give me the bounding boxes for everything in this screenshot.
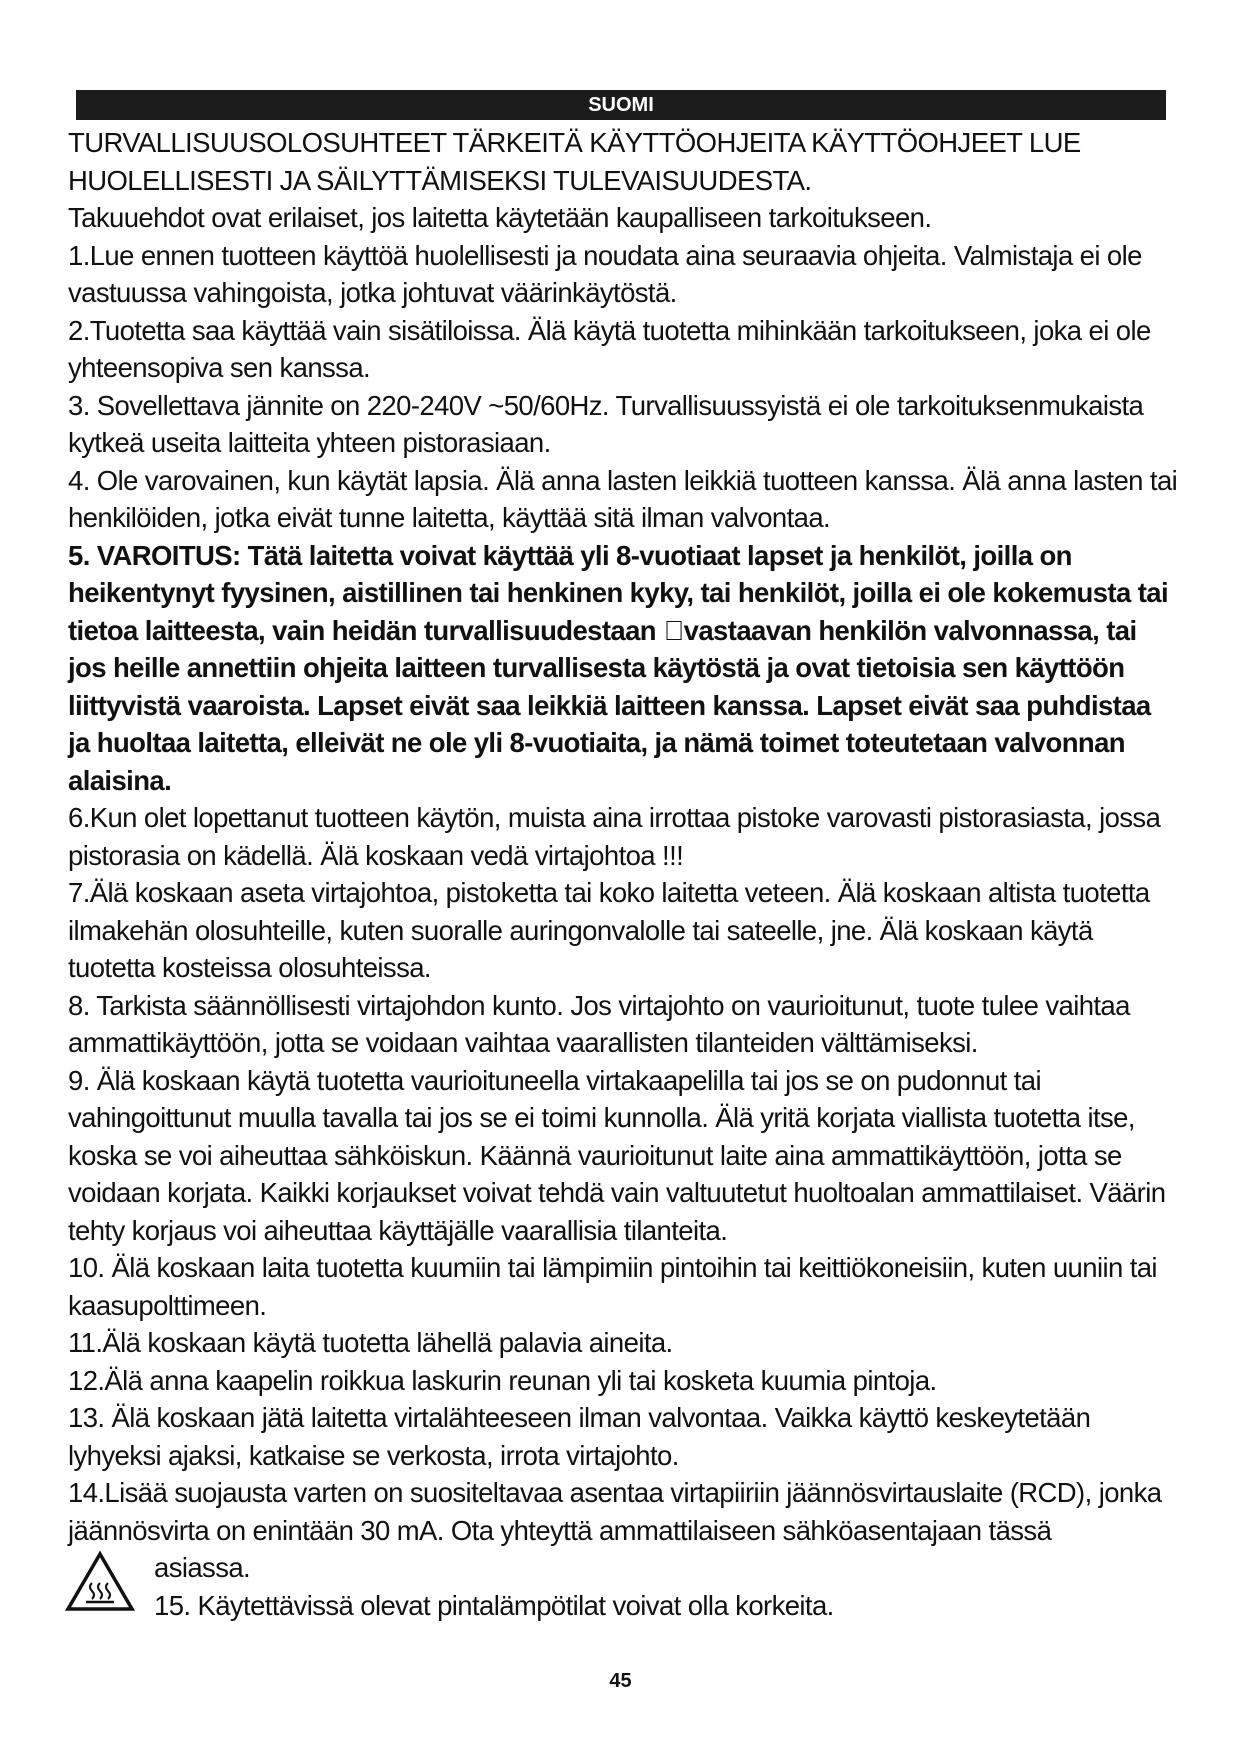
instructions-title: TURVALLISUUSOLOSUHTEET TÄRKEITÄ KÄYTTÖOHJEITA KÄYTTÖOHJEET LUE HUOLELLISESTI JA SÄILYTTÄMISEKSI TULEVAISUUDESTA. <box>68 127 1081 196</box>
instruction-8: 8. Tarkista säännöllisesti virtajohdon kunto. Jos virtajohto on vaurioitunut, tuote tulee vaihtaa ammattikäyttöön, jotta se voidaan vaihtaa vaarallisten tilanteiden välttämiseksi. <box>68 989 1130 1058</box>
instruction-11: 11.Älä koskaan käytä tuotetta lähellä palavia aineita. <box>68 1327 673 1358</box>
instruction-9: 9. Älä koskaan käytä tuotetta vaurioituneella virtakaapelilla tai jos se on pudonnut tai vahingoittunut muulla tavalla tai jos se ei toimi kunnolla. Älä yritä korjata viallista tuotetta itse, koska se voi aiheuttaa sähköiskun. Käännä vaurioitunut laite aina ammattikäyttöön, jotta se voidaan korjata. Kaikki korjaukset voivat tehdä vain valtuutetut huoltoalan ammattilaiset. Väärin tehty korjaus voi aiheuttaa käyttäjälle vaarallisia tilanteita. <box>68 1064 1166 1246</box>
instruction-3: 3. Sovellettava jännite on 220-240V ~50/60Hz. Turvallisuussyistä ei ole tarkoituksenmukaista kytkeä useita laitteita yhteen pistorasiaan. <box>68 389 1144 458</box>
instruction-4: 4. Ole varovainen, kun käytät lapsia. Älä anna lasten leikkiä tuotteen kanssa. Älä anna lasten tai henkilöiden, jotka eivät tunne laitetta, käyttää sitä ilman valvontaa. <box>68 464 1178 533</box>
instruction-15: 15. Käytettävissä olevat pintalämpötilat voivat olla korkeita. <box>154 1589 834 1621</box>
warranty-note: Takuuehdot ovat erilaiset, jos laitetta käytetään kaupalliseen tarkoitukseen. <box>68 202 932 233</box>
instruction-14: 14.Lisää suojausta varten on suositeltavaa asentaa virtapiiriin jäännösvirtauslaite (RCD), jonka jäännösvirta on enintään 30 mA. Ota yhteyttä ammattilaiseen sähköasentajaan tässä <box>68 1477 1162 1546</box>
instruction-1: 1.Lue ennen tuotteen käyttöä huolellisesti ja noudata aina seuraavia ohjeita. Valmistaja ei ole vastuussa vahingoista, jotka johtuvat väärinkäytöstä. <box>68 239 1142 308</box>
instruction-13: 13. Älä koskaan jätä laitetta virtalähteeseen ilman valvontaa. Vaikka käyttö keskeytetään lyhyeksi ajaksi, katkaise se verkosta, irrota virtajohto. <box>68 1402 1091 1471</box>
instruction-7: 7.Älä koskaan aseta virtajohtoa, pistoketta tai koko laitetta veteen. Älä koskaan altista tuotetta ilmakehän olosuhteille, kuten suoralle auringonvalolle tai sateelle, jne. Älä koskaan käytä tuotetta kosteissa olosuhteissa. <box>68 877 1150 983</box>
instruction-12: 12.Älä anna kaapelin roikkua laskurin reunan yli tai kosketa kuumia pintoja. <box>68 1364 937 1396</box>
language-header-bar: SUOMI <box>76 90 1166 120</box>
instruction-10: 10. Älä koskaan laita tuotetta kuumiin tai lämpimiin pintoihin tai keittiökoneisiin, kuten uuniin tai kaasupolttimeen. <box>68 1252 1157 1321</box>
safety-instructions <box>68 124 1178 1624</box>
instruction-15-row <box>68 1549 1178 1624</box>
instruction-2: 2.Tuotetta saa käyttää vain sisätiloissa. Älä käytä tuotetta mihinkään tarkoitukseen, joka ei ole yhteensopiva sen kanssa. <box>68 314 1151 383</box>
instruction-14-tail: asiassa. <box>154 1552 251 1583</box>
instruction-5-warning: 5. VAROITUS: Tätä laitetta voivat käyttää yli 8-vuotiaat lapset ja henkilöt, joilla on heikentynyt fyysinen, aistillinen tai henkinen kyky, tai henkilöt, joilla ei ole kokemusta tai tietoa laitteesta, vain heidän turvallisuudestaan ⃞vastaavan henkilön valvonnassa, tai jos heille annettiin ohjeita laitteen turvallisesta käytöstä ja ovat tietoisia sen käyttöön liittyvistä vaaroista. Lapset eivät saa leikkiä laitteen kanssa. Lapset eivät saa puhdistaa ja huoltaa laitetta, elleivät ne ole yli 8-vuotiaita, ja nämä toimet toteutetaan valvonnan alaisina. <box>68 539 1168 796</box>
page-number: 45 <box>609 1670 632 1692</box>
hot-surface-warning-icon <box>64 1549 136 1613</box>
instruction-6: 6.Kun olet lopettanut tuotteen käytön, muista aina irrottaa pistoke varovasti pistorasiasta, jossa pistorasia on kädellä. Älä koskaan vedä virtajohtoa !!! <box>68 802 1161 871</box>
